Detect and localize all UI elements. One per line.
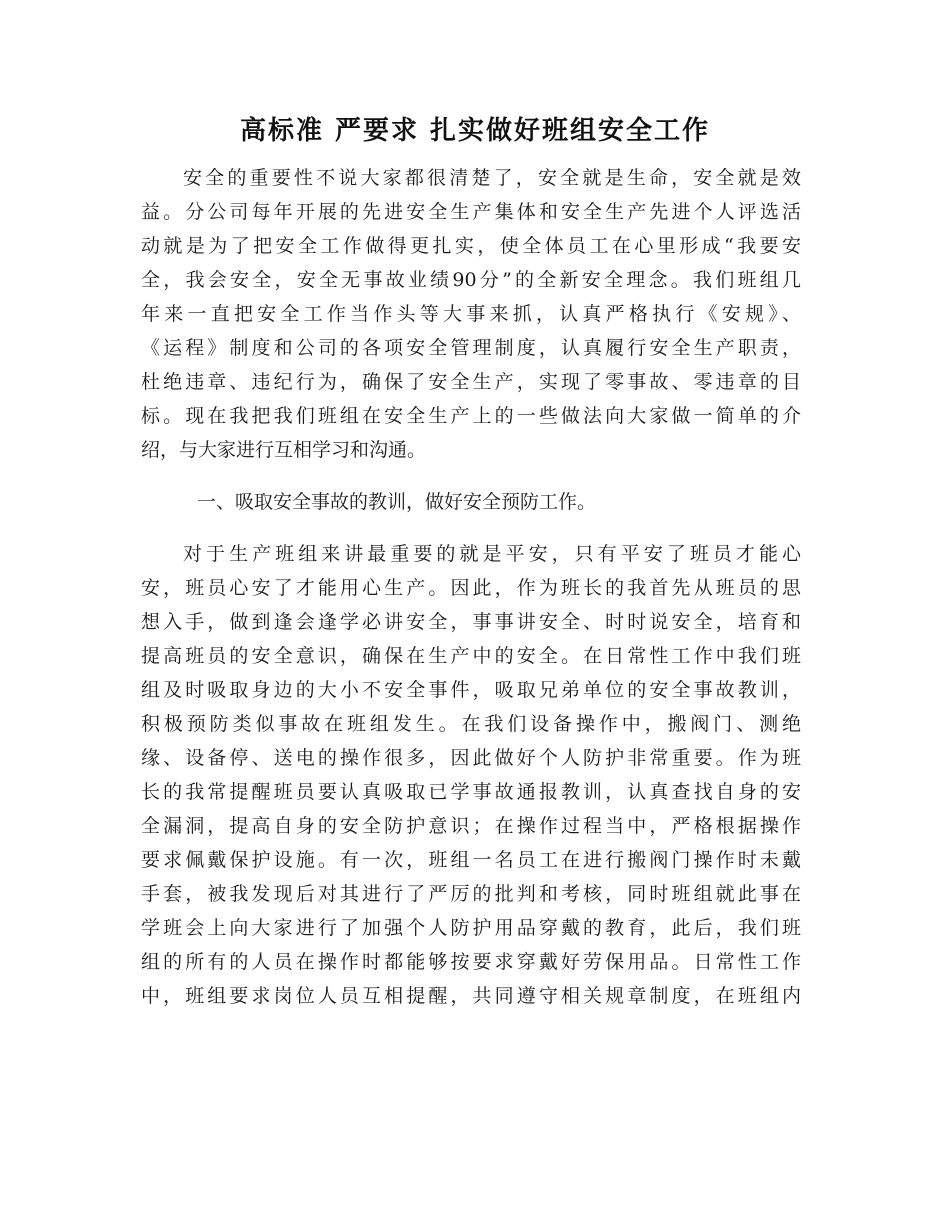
text-line: 中，班组要求岗位人员互相提醒，共同遵守相关规章制度，在班组内 — [141, 985, 801, 1007]
text-line: 长的我常提醒班员要认真吸取已学事故通报教训，认真查找自身的安 — [141, 781, 801, 803]
text-line: 安全的重要性不说大家都很清楚了，安全就是生命，安全就是效 — [183, 167, 801, 189]
text-line: 缘、设备停、送电的操作很多，因此做好个人防护非常重要。作为班 — [141, 747, 801, 769]
document-title: 高标准 严要求 扎实做好班组安全工作 — [239, 116, 711, 146]
text-line: 动就是为了把安全工作做得更扎实，使全体员工在心里形成“我要安 — [141, 235, 801, 257]
text-line: 全，我会安全，安全无事故业绩90分”的全新安全理念。我们班组几 — [141, 269, 801, 291]
text-line: 益。分公司每年开展的先进安全生产集体和安全生产先进个人评选活 — [141, 201, 801, 223]
text-line: 绍，与大家进行互相学习和沟通。 — [141, 439, 427, 461]
text-line: 要求佩戴保护设施。有一次，班组一名员工在进行搬阀门操作时未戴 — [141, 849, 801, 871]
text-line: 对于生产班组来讲最重要的就是平安，只有平安了班员才能心 — [183, 543, 801, 565]
paragraph-gap — [141, 467, 801, 485]
text-line: 学班会上向大家进行了加强个人防护用品穿戴的教育，此后，我们班 — [141, 917, 801, 939]
text-line: 《运程》制度和公司的各项安全管理制度，认真履行安全生产职责， — [141, 337, 801, 359]
text-line: 想入手，做到逢会逢学必讲安全，事事讲安全、时时说安全，培育和 — [141, 611, 801, 633]
text-line: 全漏洞，提高自身的安全防护意识；在操作过程当中，严格根据操作 — [141, 815, 801, 837]
paragraph-section1 — [141, 537, 801, 1013]
section-heading: 一、吸取安全事故的教训，做好安全预防工作。 — [197, 491, 597, 513]
text-line: 标。现在我把我们班组在安全生产上的一些做法向大家做一简单的介 — [141, 405, 801, 427]
text-line: 积极预防类似事故在班组发生。在我们设备操作中，搬阀门、测绝 — [141, 713, 801, 735]
text-line: 安，班员心安了才能用心生产。因此，作为班长的我首先从班员的思 — [141, 577, 801, 599]
text-line: 年来一直把安全工作当作头等大事来抓，认真严格执行《安规》、 — [141, 303, 801, 325]
paragraph-gap — [141, 519, 801, 537]
text-line: 手套，被我发现后对其进行了严厉的批判和考核，同时班组就此事在 — [141, 883, 801, 905]
text-line: 组及时吸取身边的大小不安全事件，吸取兄弟单位的安全事故教训， — [141, 679, 801, 701]
text-line: 组的所有的人员在操作时都能够按要求穿戴好劳保用品。日常性工作 — [141, 951, 801, 973]
paragraph-intro — [141, 161, 801, 467]
text-line: 杜绝违章、违纪行为，确保了安全生产，实现了零事故、零违章的目 — [141, 371, 801, 393]
document-body — [141, 161, 801, 1013]
text-line: 提高班员的安全意识，确保在生产中的安全。在日常性工作中我们班 — [141, 645, 801, 667]
